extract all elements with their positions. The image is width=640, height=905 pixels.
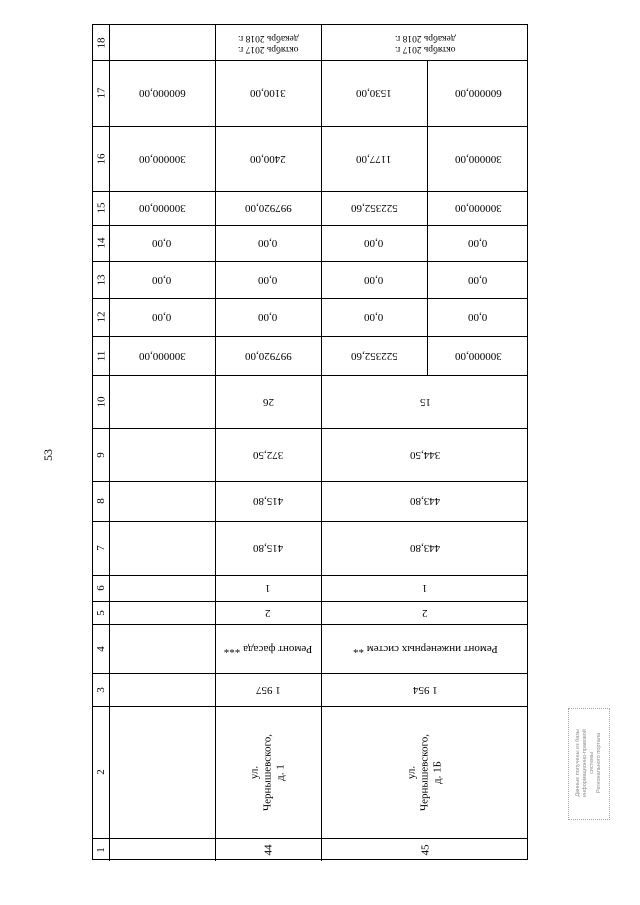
row44-c15: 997920,00	[244, 202, 292, 214]
row44-c8: 415,80	[252, 495, 284, 507]
row45-c12: 0,00	[364, 311, 384, 323]
row45-c10: 15	[419, 395, 431, 408]
row44-num: 44	[262, 844, 274, 855]
row45-c15: 522352,60	[350, 202, 398, 214]
row44-address-street: Чернышевского,	[261, 733, 274, 811]
data-table	[92, 24, 528, 860]
row45-total-c14: 0,00	[468, 237, 488, 249]
header-col-18: 18	[95, 37, 107, 48]
header-col-17: 17	[95, 87, 107, 99]
row44-c17: 3100,00	[250, 87, 286, 99]
row44-c6: 1	[265, 582, 271, 594]
row45-address-house: д. 1Б	[431, 760, 444, 784]
header-col-5: 5	[95, 609, 107, 616]
header-col-14: 14	[95, 237, 107, 249]
row45-c17: 1530,00	[356, 87, 392, 99]
row44-date-end: декабрь 2018 г.	[237, 32, 299, 43]
row45-num: 45	[419, 844, 431, 855]
header-col-2: 2	[95, 769, 107, 775]
total-c13: 0,00	[152, 273, 172, 286]
row44-date-start: октябрь 2017 г.	[237, 43, 299, 54]
row44-c14: 0,00	[258, 237, 278, 249]
total-c17: 600000,00	[138, 87, 186, 99]
row45-work-type: Ремонт инженерных систем **	[352, 642, 498, 655]
row45-total-c16: 300000,00	[454, 152, 502, 165]
row45-c6: 1	[422, 582, 428, 594]
row44-address-street-type: ул.	[248, 765, 261, 779]
row45-total-c17: 600000,00	[454, 87, 502, 99]
header-col-3: 3	[95, 686, 107, 693]
row45-date-start: октябрь 2017 г.	[394, 43, 456, 54]
row45-total-c15: 300000,00	[454, 202, 502, 214]
header-col-12: 12	[95, 311, 107, 323]
stamp-line-4: Регионального портала	[596, 732, 602, 794]
row44-c10: 26	[262, 395, 274, 408]
row45-total-c12: 0,00	[468, 311, 488, 323]
row45-date-end: декабрь 2018 г.	[394, 32, 456, 43]
row45-c16: 1177,00	[356, 152, 392, 165]
row45-year: 1 954	[412, 683, 438, 696]
row44-c9: 372,50	[252, 448, 284, 461]
header-col-11: 11	[95, 350, 107, 361]
header-col-13: 13	[95, 274, 107, 285]
row45-c11: 522352,60	[350, 349, 398, 362]
row45-c13: 0,00	[364, 273, 384, 286]
stamp-line-2: информационно-правовой	[582, 729, 588, 797]
row44-c11: 997920,00	[244, 349, 292, 362]
total-c16: 300000,00	[138, 152, 186, 165]
page-number: 53	[41, 449, 55, 461]
header-col-4: 4	[95, 645, 107, 652]
header-col-16: 16	[95, 153, 107, 164]
row44-c12: 0,00	[258, 311, 278, 323]
row45-address-street-type: ул.	[405, 765, 418, 779]
row45-c5: 2	[422, 606, 428, 619]
row45-total-c13: 0,00	[468, 273, 488, 286]
total-c12: 0,00	[152, 311, 172, 323]
stamp-line-3: системы	[589, 752, 595, 774]
row45-address-street: Чернышевского,	[418, 733, 431, 811]
row44-address-house: д. 1	[274, 763, 287, 781]
stamp-line-1: Данные получены из базы	[575, 729, 581, 797]
row45-c9: 344,50	[409, 448, 441, 461]
registry-stamp	[568, 708, 610, 820]
total-c14: 0,00	[152, 237, 172, 249]
row44-c5: 2	[265, 606, 271, 619]
header-col-7: 7	[95, 545, 107, 551]
header-col-6: 6	[95, 585, 107, 591]
row45-c7: 443,80	[409, 542, 441, 554]
header-col-9: 9	[95, 451, 107, 458]
row44-c13: 0,00	[258, 273, 278, 286]
header-col-10: 10	[95, 396, 107, 407]
header-col-1: 1	[95, 846, 107, 853]
total-c15: 300000,00	[138, 202, 186, 214]
row44-work-type: Ремонт фасада ***	[223, 642, 313, 655]
header-col-8: 8	[95, 498, 107, 504]
row44-year: 1 957	[255, 683, 281, 696]
row44-c16: 2400,00	[250, 152, 286, 165]
total-c11: 300000,00	[138, 349, 186, 362]
row44-c7: 415,80	[252, 542, 284, 554]
header-col-15: 15	[95, 202, 107, 214]
row45-total-c11: 300000,00	[454, 349, 502, 362]
row45-c8: 443,80	[409, 495, 441, 507]
row45-c14: 0,00	[364, 237, 384, 249]
